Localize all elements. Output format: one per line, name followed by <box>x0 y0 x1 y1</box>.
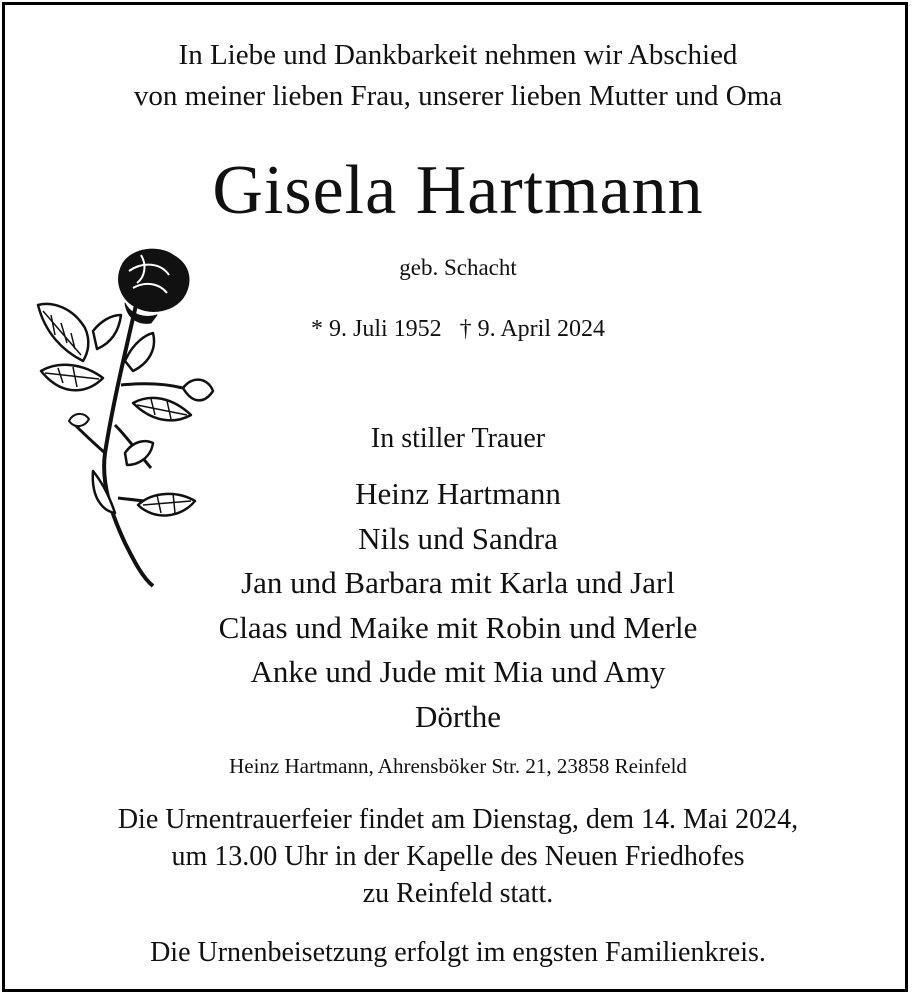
deceased-name: Gisela Hartmann <box>212 152 704 229</box>
family-list <box>5 472 911 739</box>
maiden-name: geb. Schacht <box>399 255 517 280</box>
family-member: Nils und Sandra <box>358 520 558 556</box>
family-member: Claas und Maike mit Robin und Merle <box>218 609 698 645</box>
contact-address: Heinz Hartmann, Ahrensböker Str. 21, 23858 Reinfeld <box>229 754 687 778</box>
family-member: Jan und Barbara mit Karla und Jarl <box>241 565 675 600</box>
family-member: Anke und Jude mit Mia und Amy <box>250 654 666 689</box>
intro-line-2: von meiner lieben Frau, unserer lieben Mutter und Oma <box>133 80 783 112</box>
obituary-frame <box>2 2 908 992</box>
intro-line-1: In Liebe und Dankbarkeit nehmen wir Abschied <box>178 39 738 71</box>
mourning-heading: In stiller Trauer <box>370 423 546 454</box>
family-member: Dörthe <box>414 698 502 734</box>
ceremony-line-3: zu Reinfeld statt. <box>362 878 554 909</box>
burial-notice: Die Urnenbeisetzung erfolgt im engsten Familienkreis. <box>150 937 766 968</box>
ceremony-notice <box>5 801 911 912</box>
death-date: † 9. April 2024 <box>459 316 606 342</box>
intro-text <box>5 35 911 117</box>
family-member: Heinz Hartmann <box>355 476 561 511</box>
birth-date: * 9. Juli 1952 <box>310 316 442 342</box>
ceremony-line-1: Die Urnentrauerfeier findet am Dienstag, dem 14. Mai 2024, <box>117 804 799 835</box>
ceremony-line-2: um 13.00 Uhr in der Kapelle des Neuen Friedhofes <box>171 841 745 872</box>
